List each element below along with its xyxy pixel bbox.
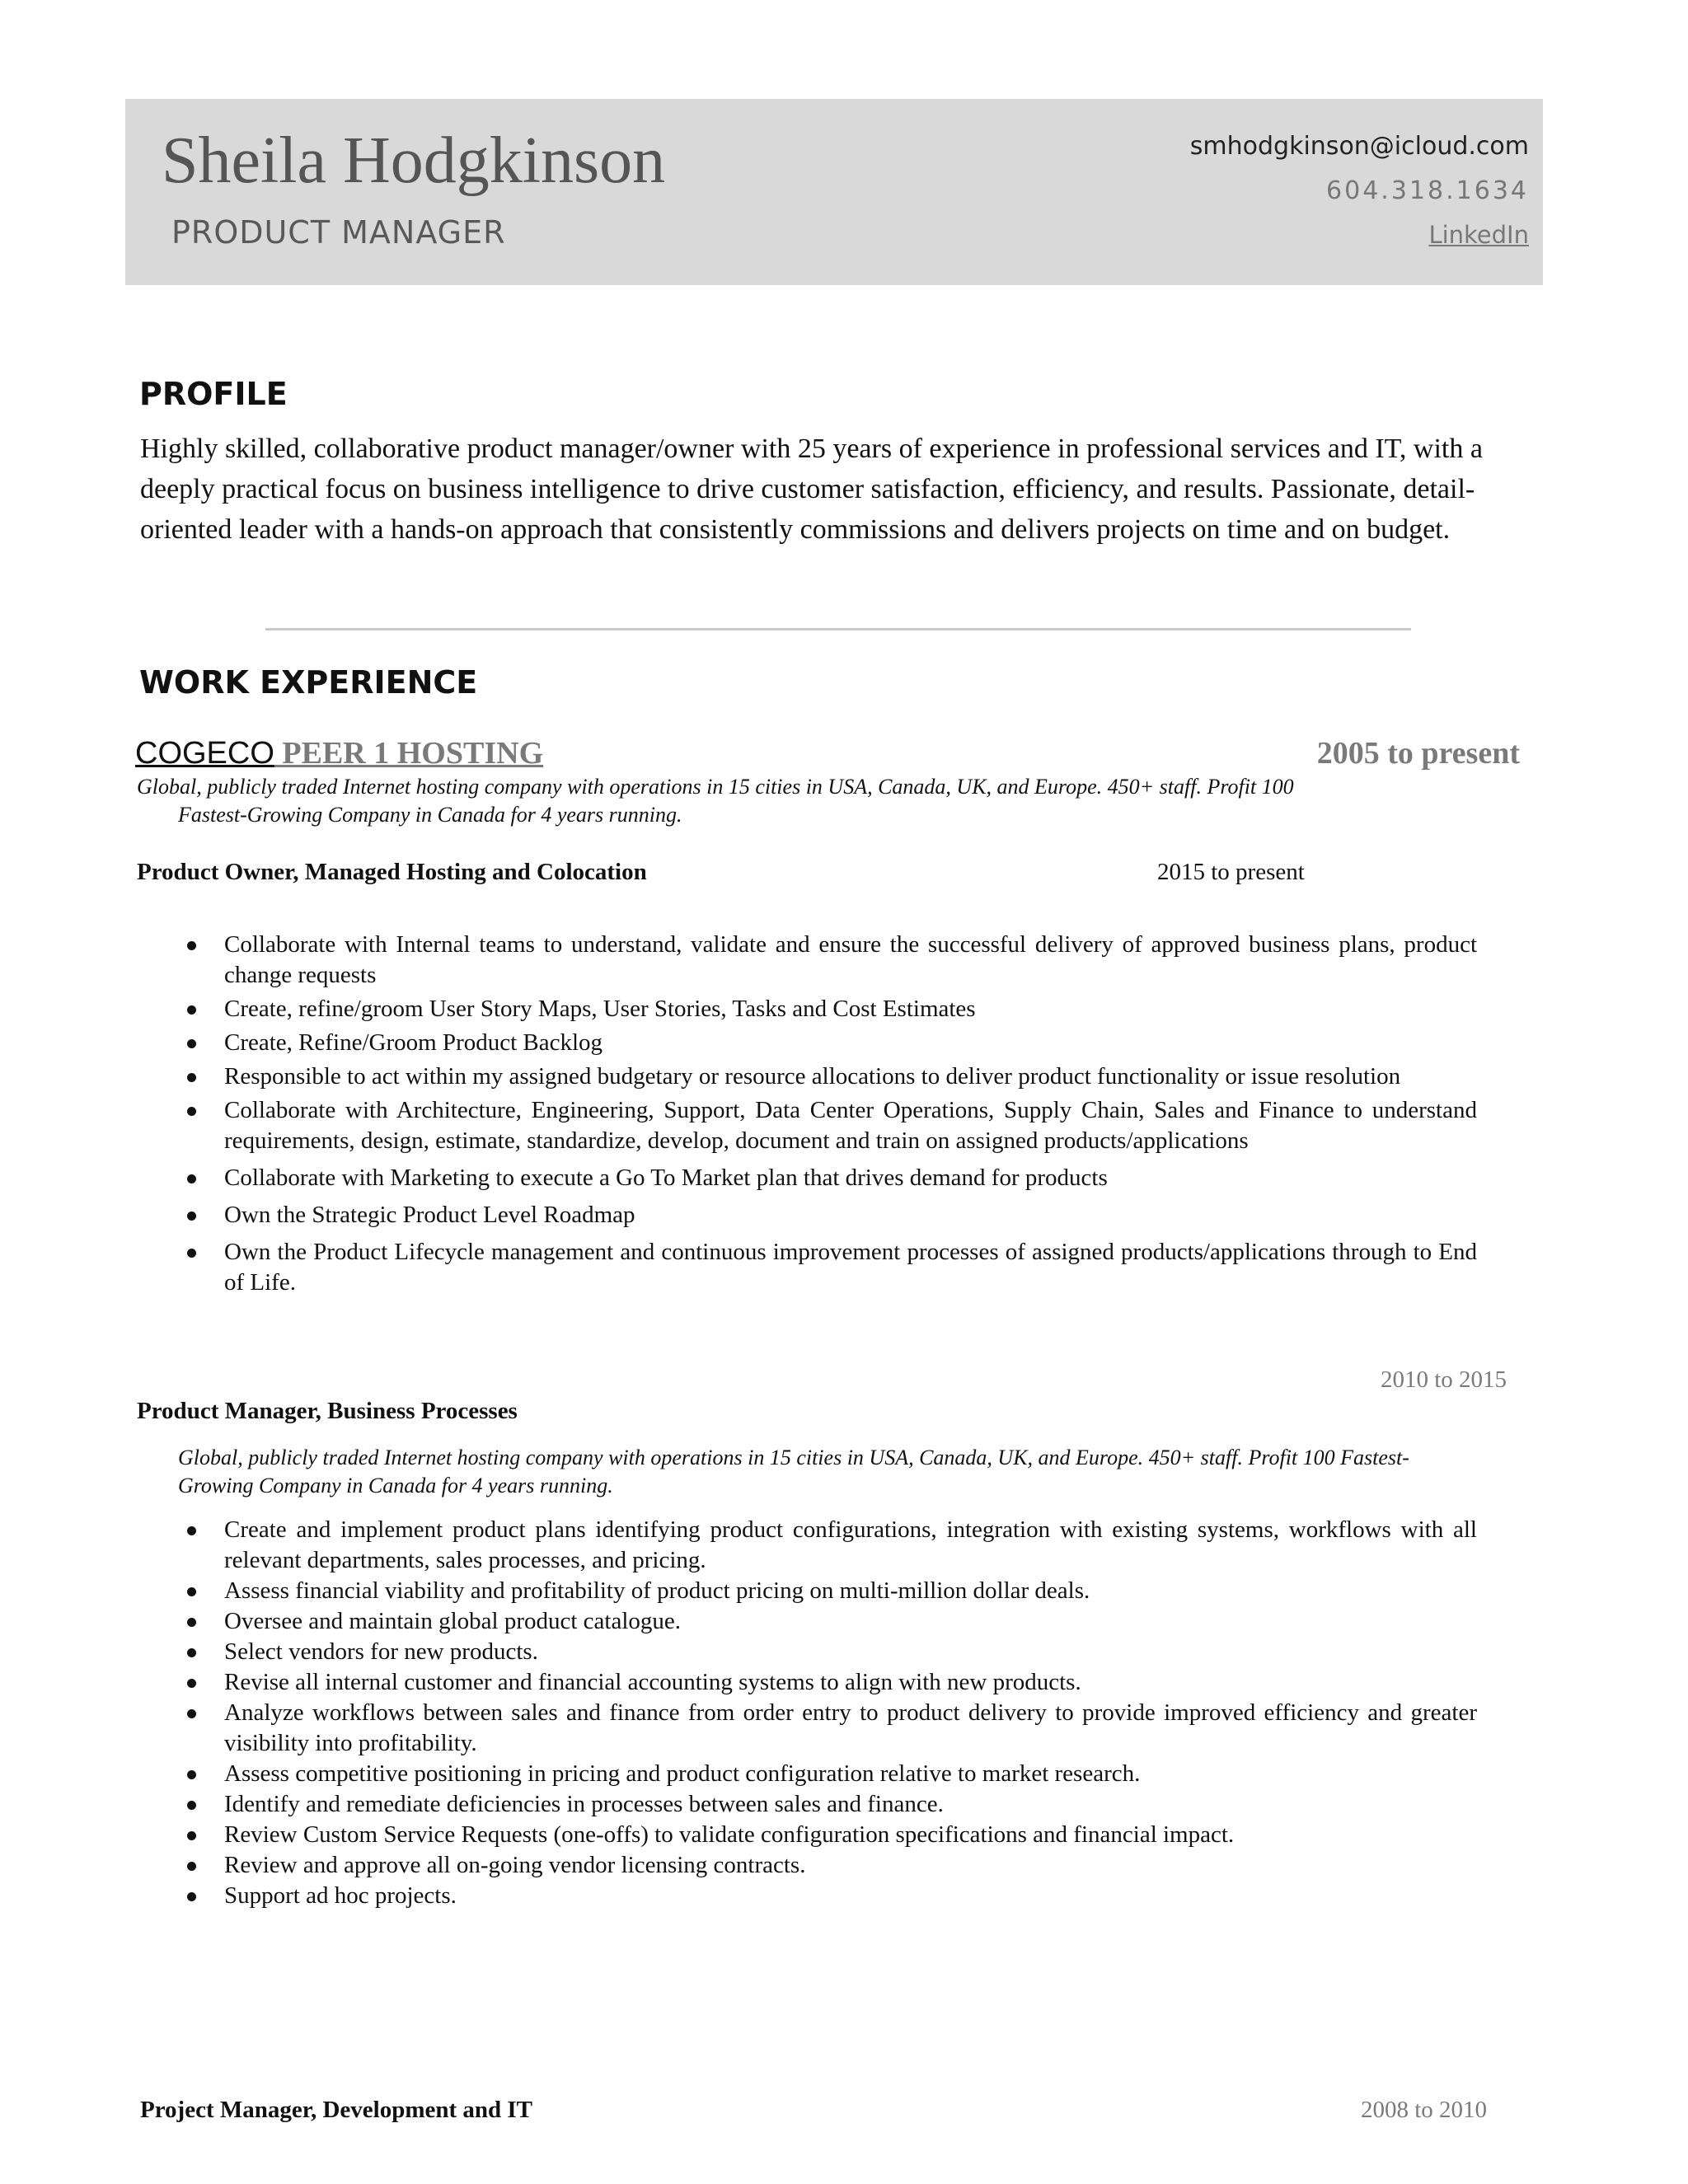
bullet-text: Own the Strategic Product Level Roadmap <box>224 1202 635 1228</box>
bullet-icon <box>187 1709 196 1718</box>
list-item <box>224 1850 1477 1881</box>
bullet-text: Analyze workflows between sales and finance from order entry to product delivery to provide improved efficiency and greater visibility into profitability. <box>224 1699 1477 1756</box>
company-name-cogeco[interactable]: COGECO <box>135 736 274 771</box>
bullet-text: Oversee and maintain global product catalogue. <box>224 1608 682 1634</box>
role-dates: 2010 to 2015 <box>1380 1366 1507 1393</box>
bullet-text: Create and implement product plans identifying product configurations, integration with existing systems, workflows with all relevant departments, sales processes, and pricing. <box>224 1516 1477 1573</box>
role2-bullet-list <box>224 1515 1477 1911</box>
role-dates: 2015 to present <box>1157 859 1305 885</box>
list-item <box>224 1881 1477 1911</box>
bullet-text: Create, Refine/Groom Product Backlog <box>224 1029 603 1056</box>
bullet-text: Responsible to act within my assigned budgetary or resource allocations to deliver product functionality or issue resolution <box>224 1063 1401 1090</box>
bullet-icon <box>187 1039 196 1048</box>
bullet-icon <box>187 1174 196 1183</box>
bullet-icon <box>187 1648 196 1657</box>
bullet-icon <box>187 1212 196 1221</box>
bullet-icon <box>187 941 196 950</box>
bullet-text: Collaborate with Marketing to execute a Go To Market plan that drives demand for products <box>224 1165 1108 1191</box>
company-description-line1: Global, publicly traded Internet hosting company with operations in 15 cities in USA, Canada, UK, and Europe. 450+ staff. Profit 100 <box>137 775 1294 799</box>
role-description: Global, publicly traded Internet hosting company with operations in 15 cities in USA, Canada, UK, and Europe. 450+ staff. Profit 100 Fastest-Growing Company in Canada for 4 years running. <box>178 1446 1409 1497</box>
bullet-icon <box>187 1587 196 1596</box>
role-title: Product Owner, Managed Hosting and Colocation <box>137 859 647 885</box>
list-item <box>224 1606 1477 1637</box>
candidate-name: Sheila Hodgkinson <box>162 124 666 197</box>
bullet-text: Collaborate with Internal teams to understand, validate and ensure the successful delivery of approved business plans, product change requests <box>224 931 1477 988</box>
bullet-text: Review and approve all on-going vendor licensing contracts. <box>224 1852 806 1878</box>
list-item <box>224 1200 1477 1230</box>
company-description <box>137 773 1505 829</box>
bullet-icon <box>187 1618 196 1627</box>
list-item <box>224 930 1477 991</box>
linkedin-link[interactable]: LinkedIn <box>1428 221 1529 249</box>
bullet-icon <box>187 1801 196 1810</box>
list-item <box>224 1789 1477 1820</box>
bullet-icon <box>187 1073 196 1082</box>
list-item <box>224 1028 1477 1058</box>
profile-paragraph: Highly skilled, collaborative product manager/owner with 25 years of experience in professional services and IT, with a deeply practical focus on business intelligence to drive customer satisfaction, efficiency, and results. Passionate, detail-oriented leader with a hands-on approach that consistently commissions and delivers projects on time and on budget. <box>140 434 1483 545</box>
bullet-icon <box>187 1892 196 1901</box>
list-item <box>224 1637 1477 1667</box>
company-name <box>135 735 543 771</box>
bullet-icon <box>187 1526 196 1535</box>
resume-header <box>125 99 1543 285</box>
bullet-icon <box>187 1107 196 1116</box>
list-item <box>224 1515 1477 1576</box>
bullet-icon <box>187 1249 196 1258</box>
bullet-text: Revise all internal customer and financial accounting systems to align with new products. <box>224 1669 1081 1695</box>
bullet-icon <box>187 1005 196 1015</box>
bullet-icon <box>187 1862 196 1871</box>
bullet-text: Identify and remediate deficiencies in processes between sales and finance. <box>224 1791 944 1817</box>
bullet-icon <box>187 1831 196 1840</box>
bullet-icon <box>187 1679 196 1688</box>
email-text[interactable]: smhodgkinson@icloud.com <box>1189 132 1529 161</box>
list-item <box>224 1163 1477 1193</box>
list-item <box>224 1667 1477 1698</box>
phone-text: 604.318.1634 <box>1326 176 1529 205</box>
list-item <box>224 1759 1477 1789</box>
candidate-title: PRODUCT MANAGER <box>171 214 506 251</box>
profile-heading: PROFILE <box>139 376 288 412</box>
bullet-text: Assess competitive positioning in pricing and product configuration relative to market research. <box>224 1760 1141 1787</box>
bullet-text: Review Custom Service Requests (one-offs) to validate configuration specifications and financial impact. <box>224 1821 1235 1848</box>
list-item <box>224 1095 1477 1156</box>
company-dates: 2005 to present <box>1316 736 1520 771</box>
role-title: Project Manager, Development and IT <box>140 2097 533 2123</box>
list-item <box>224 1820 1477 1850</box>
company-name-peer1[interactable]: PEER 1 HOSTING <box>274 736 544 771</box>
list-item <box>224 1062 1477 1092</box>
bullet-icon <box>187 1770 196 1779</box>
bullet-text: Collaborate with Architecture, Engineering, Support, Data Center Operations, Supply Chain, Sales and Finance to understand requirements, design, estimate, standardize, develop, document and train on assigned products/applications <box>224 1097 1477 1154</box>
list-item <box>224 1237 1477 1298</box>
list-item <box>224 1576 1477 1606</box>
list-item <box>224 994 1477 1024</box>
section-divider <box>265 628 1411 630</box>
role-dates: 2008 to 2010 <box>1360 2097 1487 2123</box>
list-item <box>224 1698 1477 1759</box>
bullet-text: Support ad hoc projects. <box>224 1882 457 1909</box>
bullet-text: Create, refine/groom User Story Maps, User Stories, Tasks and Cost Estimates <box>224 996 976 1022</box>
company-description-line2: Fastest-Growing Company in Canada for 4 years running. <box>178 803 682 827</box>
role1-bullet-list <box>224 930 1477 1301</box>
bullet-text: Select vendors for new products. <box>224 1638 538 1665</box>
bullet-text: Assess financial viability and profitability of product pricing on multi-million dollar deals. <box>224 1577 1090 1604</box>
work-experience-heading: WORK EXPERIENCE <box>139 664 478 701</box>
role-title: Product Manager, Business Processes <box>137 1398 518 1424</box>
bullet-text: Own the Product Lifecycle management and continuous improvement processes of assigned products/applications through to End of Life. <box>224 1239 1477 1296</box>
